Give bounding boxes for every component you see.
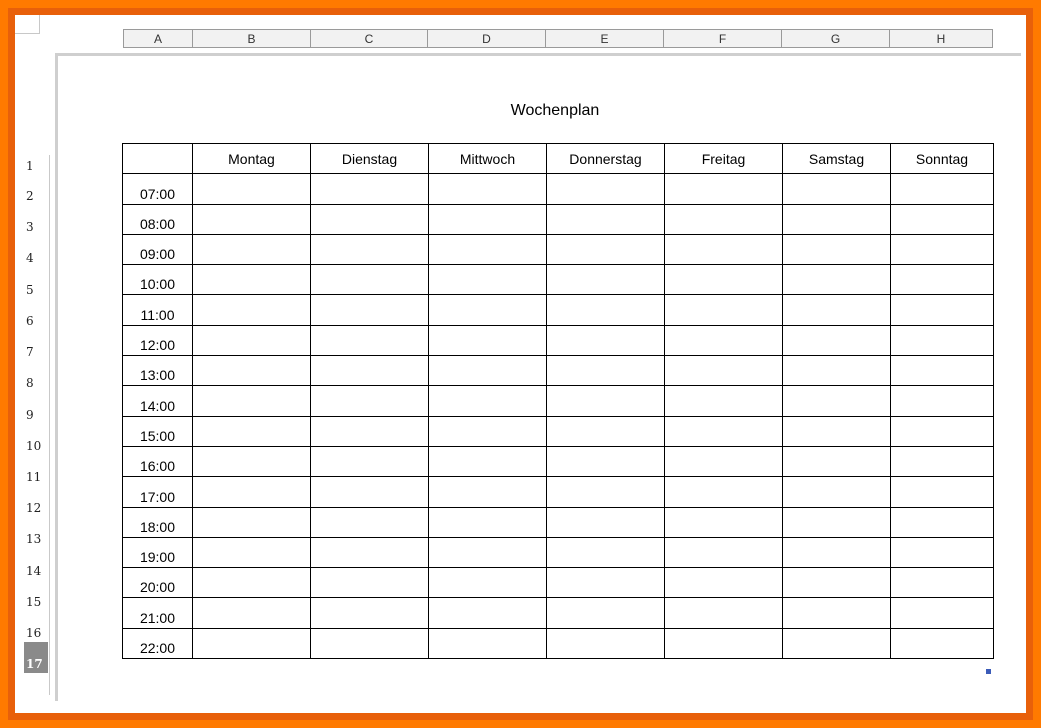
row-header-17[interactable]: 17 — [24, 642, 48, 673]
day-header-samstag[interactable]: Samstag — [783, 144, 891, 174]
schedule-cell[interactable] — [429, 295, 547, 325]
time-label[interactable]: 13:00 — [123, 356, 193, 386]
schedule-cell[interactable] — [429, 628, 547, 658]
row-header-8[interactable]: 8 — [26, 376, 34, 390]
schedule-cell[interactable] — [311, 295, 429, 325]
schedule-cell[interactable] — [783, 507, 891, 537]
day-header-donnerstag[interactable]: Donnerstag — [547, 144, 665, 174]
row-header-3[interactable]: 3 — [26, 220, 34, 234]
schedule-cell[interactable] — [311, 568, 429, 598]
schedule-cell[interactable] — [783, 295, 891, 325]
schedule-cell[interactable] — [547, 598, 665, 628]
schedule-cell[interactable] — [193, 325, 311, 355]
row-header-12[interactable]: 12 — [26, 501, 42, 515]
schedule-cell[interactable] — [311, 477, 429, 507]
time-label[interactable]: 11:00 — [123, 295, 193, 325]
schedule-cell[interactable] — [665, 265, 783, 295]
schedule-cell[interactable] — [891, 325, 994, 355]
schedule-cell[interactable] — [429, 507, 547, 537]
column-header-e[interactable]: E — [545, 29, 664, 48]
schedule-cell[interactable] — [665, 325, 783, 355]
schedule-cell[interactable] — [783, 568, 891, 598]
schedule-cell[interactable] — [783, 265, 891, 295]
row-header-11[interactable]: 11 — [26, 470, 42, 484]
sheet-title: Wochenplan — [510, 102, 600, 119]
time-label[interactable]: 07:00 — [123, 174, 193, 204]
row-header-4[interactable]: 4 — [26, 251, 34, 265]
schedule-cell[interactable] — [665, 446, 783, 476]
schedule-cell[interactable] — [891, 386, 994, 416]
schedule-cell[interactable] — [891, 174, 994, 204]
time-label[interactable]: 21:00 — [123, 598, 193, 628]
row-header-2[interactable]: 2 — [26, 189, 34, 203]
schedule-cell[interactable] — [665, 598, 783, 628]
schedule-cell[interactable] — [311, 356, 429, 386]
schedule-cell[interactable] — [311, 598, 429, 628]
selection-handle[interactable] — [986, 669, 991, 674]
schedule-cell[interactable] — [891, 507, 994, 537]
time-label[interactable]: 12:00 — [123, 325, 193, 355]
row-header-16[interactable]: 16 — [26, 626, 42, 640]
schedule-cell[interactable] — [547, 295, 665, 325]
schedule-cell[interactable] — [547, 234, 665, 264]
row-header-14[interactable]: 14 — [26, 564, 42, 578]
schedule-cell[interactable] — [193, 628, 311, 658]
time-label[interactable]: 20:00 — [123, 568, 193, 598]
schedule-cell[interactable] — [665, 416, 783, 446]
column-header-a[interactable]: A — [123, 29, 193, 48]
schedule-cell[interactable] — [193, 598, 311, 628]
day-header-freitag[interactable]: Freitag — [665, 144, 783, 174]
schedule-cell[interactable] — [891, 416, 994, 446]
schedule-cell[interactable] — [547, 204, 665, 234]
schedule-cell[interactable] — [311, 446, 429, 476]
day-header-dienstag[interactable]: Dienstag — [311, 144, 429, 174]
schedule-cell[interactable] — [891, 628, 994, 658]
schedule-cell[interactable] — [311, 174, 429, 204]
schedule-cell[interactable] — [891, 234, 994, 264]
schedule-cell[interactable] — [429, 386, 547, 416]
schedule-cell[interactable] — [193, 234, 311, 264]
schedule-cell[interactable] — [311, 325, 429, 355]
cell-a1[interactable] — [123, 144, 193, 174]
schedule-cell[interactable] — [193, 416, 311, 446]
schedule-cell[interactable] — [783, 598, 891, 628]
day-header-sonntag[interactable]: Sonntag — [891, 144, 994, 174]
row-header-15[interactable]: 15 — [26, 595, 42, 609]
schedule-cell[interactable] — [429, 568, 547, 598]
schedule-cell[interactable] — [429, 174, 547, 204]
spreadsheet-window — [15, 15, 1026, 713]
schedule-cell[interactable] — [783, 234, 891, 264]
schedule-cell[interactable] — [193, 477, 311, 507]
schedule-cell[interactable] — [665, 537, 783, 567]
schedule-cell[interactable] — [783, 325, 891, 355]
schedule-cell[interactable] — [547, 537, 665, 567]
schedule-cell[interactable] — [547, 416, 665, 446]
schedule-cell[interactable] — [665, 628, 783, 658]
schedule-cell[interactable] — [311, 416, 429, 446]
schedule-cell[interactable] — [429, 598, 547, 628]
schedule-cell[interactable] — [547, 568, 665, 598]
schedule-cell[interactable] — [783, 386, 891, 416]
time-label[interactable]: 16:00 — [123, 446, 193, 476]
time-label[interactable]: 18:00 — [123, 507, 193, 537]
schedule-cell[interactable] — [547, 628, 665, 658]
schedule-cell[interactable] — [783, 174, 891, 204]
time-label[interactable]: 10:00 — [123, 265, 193, 295]
schedule-cell[interactable] — [429, 537, 547, 567]
schedule-cell[interactable] — [193, 507, 311, 537]
day-header-mittwoch[interactable]: Mittwoch — [429, 144, 547, 174]
schedule-cell[interactable] — [783, 477, 891, 507]
schedule-cell[interactable] — [429, 416, 547, 446]
schedule-cell[interactable] — [891, 356, 994, 386]
row-header-7[interactable]: 7 — [26, 345, 34, 359]
schedule-cell[interactable] — [547, 174, 665, 204]
schedule-cell[interactable] — [665, 295, 783, 325]
schedule-cell[interactable] — [429, 446, 547, 476]
schedule-cell[interactable] — [311, 628, 429, 658]
schedule-cell[interactable] — [665, 356, 783, 386]
schedule-cell[interactable] — [547, 477, 665, 507]
schedule-cell[interactable] — [783, 356, 891, 386]
schedule-cell[interactable] — [783, 204, 891, 234]
schedule-cell[interactable] — [429, 356, 547, 386]
schedule-cell[interactable] — [311, 386, 429, 416]
time-label[interactable]: 19:00 — [123, 537, 193, 567]
column-header-c[interactable]: C — [310, 29, 428, 48]
column-header-h[interactable]: H — [889, 29, 993, 48]
schedule-cell[interactable] — [429, 265, 547, 295]
day-header-montag[interactable]: Montag — [193, 144, 311, 174]
schedule-cell[interactable] — [665, 507, 783, 537]
schedule-cell[interactable] — [891, 537, 994, 567]
time-label[interactable]: 09:00 — [123, 234, 193, 264]
schedule-cell[interactable] — [429, 234, 547, 264]
row-header-5[interactable]: 5 — [26, 283, 34, 297]
schedule-cell[interactable] — [891, 598, 994, 628]
schedule-cell[interactable] — [665, 234, 783, 264]
schedule-cell[interactable] — [193, 446, 311, 476]
row-header-1[interactable]: 1 — [26, 159, 34, 173]
schedule-cell[interactable] — [665, 386, 783, 416]
schedule-cell[interactable] — [193, 568, 311, 598]
schedule-cell[interactable] — [429, 204, 547, 234]
schedule-cell[interactable] — [193, 204, 311, 234]
schedule-cell[interactable] — [311, 537, 429, 567]
select-all-corner[interactable] — [15, 15, 40, 34]
column-header-g[interactable]: G — [781, 29, 890, 48]
schedule-cell[interactable] — [547, 507, 665, 537]
schedule-cell[interactable] — [891, 568, 994, 598]
schedule-cell[interactable] — [547, 356, 665, 386]
schedule-cell[interactable] — [193, 295, 311, 325]
schedule-cell[interactable] — [783, 628, 891, 658]
schedule-cell[interactable] — [429, 325, 547, 355]
schedule-cell[interactable] — [665, 477, 783, 507]
schedule-cell[interactable] — [547, 325, 665, 355]
schedule-cell[interactable] — [193, 265, 311, 295]
schedule-cell[interactable] — [193, 386, 311, 416]
schedule-cell[interactable] — [891, 295, 994, 325]
schedule-cell[interactable] — [311, 265, 429, 295]
schedule-cell[interactable] — [311, 204, 429, 234]
time-label[interactable]: 14:00 — [123, 386, 193, 416]
schedule-cell[interactable] — [665, 204, 783, 234]
schedule-cell[interactable] — [891, 265, 994, 295]
schedule-cell[interactable] — [783, 446, 891, 476]
row-header-9[interactable]: 9 — [26, 408, 34, 422]
weekly-schedule-table — [122, 143, 994, 659]
schedule-cell[interactable] — [891, 477, 994, 507]
schedule-cell[interactable] — [665, 568, 783, 598]
schedule-cell[interactable] — [547, 386, 665, 416]
schedule-cell[interactable] — [193, 174, 311, 204]
column-header-f[interactable]: F — [663, 29, 782, 48]
schedule-cell[interactable] — [547, 265, 665, 295]
time-label[interactable]: 15:00 — [123, 416, 193, 446]
column-header-d[interactable]: D — [427, 29, 546, 48]
row-header-13[interactable]: 13 — [26, 532, 42, 546]
schedule-cell[interactable] — [311, 507, 429, 537]
schedule-cell[interactable] — [193, 537, 311, 567]
row-header-10[interactable]: 10 — [26, 439, 42, 453]
time-label[interactable]: 08:00 — [123, 204, 193, 234]
column-header-b[interactable]: B — [192, 29, 311, 48]
schedule-cell[interactable] — [783, 416, 891, 446]
schedule-cell[interactable] — [891, 204, 994, 234]
row-header-6[interactable]: 6 — [26, 314, 34, 328]
schedule-cell[interactable] — [783, 537, 891, 567]
time-label[interactable]: 22:00 — [123, 628, 193, 658]
time-label[interactable]: 17:00 — [123, 477, 193, 507]
schedule-cell[interactable] — [665, 174, 783, 204]
schedule-cell[interactable] — [193, 356, 311, 386]
schedule-cell[interactable] — [891, 446, 994, 476]
schedule-cell[interactable] — [547, 446, 665, 476]
schedule-cell[interactable] — [429, 477, 547, 507]
schedule-cell[interactable] — [311, 234, 429, 264]
